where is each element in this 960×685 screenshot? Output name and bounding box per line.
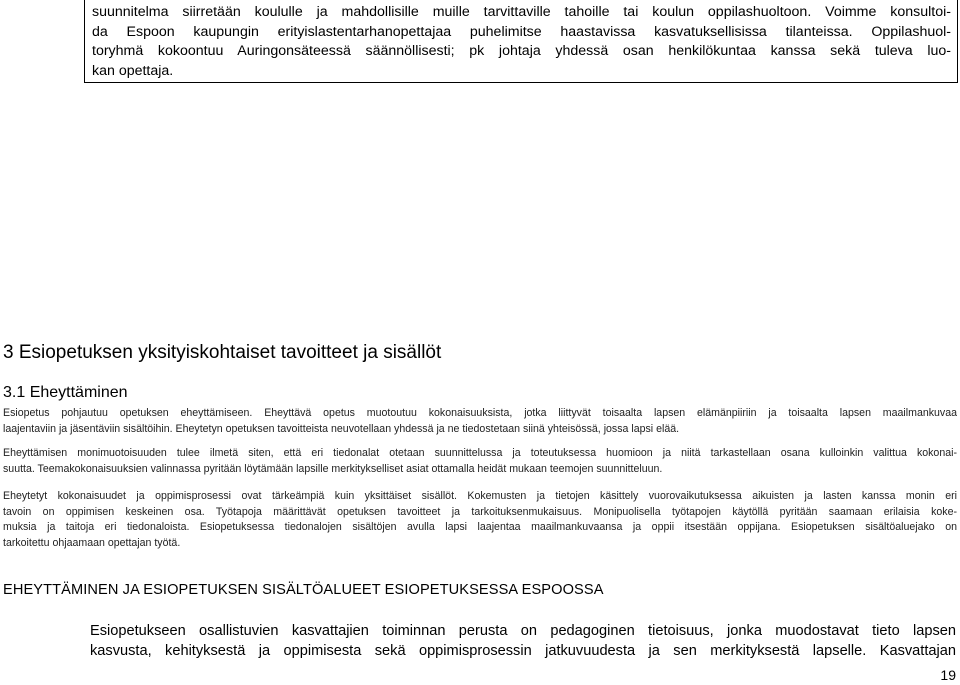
- page-number: 19: [940, 667, 956, 683]
- paragraph: [3, 489, 957, 552]
- text-line: Eheyttämisen monimuotoisuuden tulee ilmetä siten, että eri tiedonalat otetaan suunnittelussa ja toteutuksessa huomioon ja niitä tarkastellaan osana kulloinkin valittua kokonai-: [3, 447, 957, 459]
- boxed-text-block: [84, 0, 958, 83]
- paragraph: [90, 621, 956, 661]
- text-line: tavoin on oppimisen keskeinen osa. Työtapoja määrittävät opetuksen tavoitteet ja tarkoituksenmukaisuus. Monipuolisella työtapojen käytöllä pyritään saamaan erilaisia koke-: [3, 505, 957, 518]
- paragraph: [3, 446, 957, 477]
- text-line: kan opettaja.: [92, 63, 174, 80]
- boxed-paragraph: [92, 3, 951, 82]
- chapter-heading: EHEYTTÄMINEN JA ESIOPETUKSEN SISÄLTÖALUEET ESIOPETUKSESSA ESPOOSSA: [3, 582, 604, 598]
- text-line: Esiopetus pohjautuu opetuksen eheyttämiseen. Eheyttävä opetus muotoutuu kokonaisuuksista, jotka liittyvät toisaalta lapsen elämänpiiriin ja toisaalta lapsen maailmankuvaa: [3, 407, 957, 419]
- text-line: muksia ja taitoja eri tiedonaloista. Esiopetuksessa tiedonalojen sisältöjen avulla lapsi laajentaa maailmankuvaansa ja oppii itsestään oppijana. Esiopetuksen sisältöaluejako on: [3, 521, 957, 534]
- subsection-heading: 3.1 Eheyttäminen: [3, 384, 128, 401]
- text-line: suutta. Teemakokonaisuuksien valinnassa pyritään löytämään lapsille merkitykselliset asiat ottamalla heidät mukaan teemojen suunnitteluun.: [3, 462, 663, 475]
- text-line: kasvusta, kehityksestä ja oppimisesta sekä oppimisprosessin jatkuvuudesta ja sen merkityksestä lapselle. Kasvattajan: [90, 643, 956, 659]
- text-line: suunnitelma siirretään koululle ja mahdollisille muille tarvittaville tahoille tai koulun oppilashuoltoon. Voimme konsultoi-: [92, 4, 951, 20]
- section-heading: 3 Esiopetuksen yksityiskohtaiset tavoitteet ja sisällöt: [3, 342, 442, 363]
- text-line: Esiopetukseen osallistuvien kasvattajien toiminnan perusta on pedagoginen tietoisuus, jonka muodostavat tieto lapsen: [90, 623, 956, 639]
- paragraph: [3, 406, 957, 437]
- text-line: toryhmä kokoontuu Auringonsäteessä säännöllisesti; pk johtaja yhdessä osan henkilökuntaa kanssa sekä tuleva luo-: [92, 43, 951, 60]
- text-line: da Espoon kaupungin erityislastentarhanopettajaa puhelimitse haastavissa kasvatuksellisissa tilanteissa. Oppilashuol-: [92, 23, 951, 40]
- text-line: tarkoitettu ohjaamaan opettajan työtä.: [3, 537, 181, 550]
- text-line: laajentaviin ja jäsentäviin sisältöihin. Eheytetyn opetuksen tavoitteista neuvotellaan yhdessä ja ne tiedostetaan siinä yhteisössä, jossa lapsi elää.: [3, 422, 680, 435]
- text-line: Eheytetyt kokonaisuudet ja oppimisprosessi ovat tärkeämpiä kuin yksittäiset sisällöt. Kokemusten ja tietojen käsittely vuorovaikutuksessa aikuisten ja lasten kanssa monin eri: [3, 490, 957, 502]
